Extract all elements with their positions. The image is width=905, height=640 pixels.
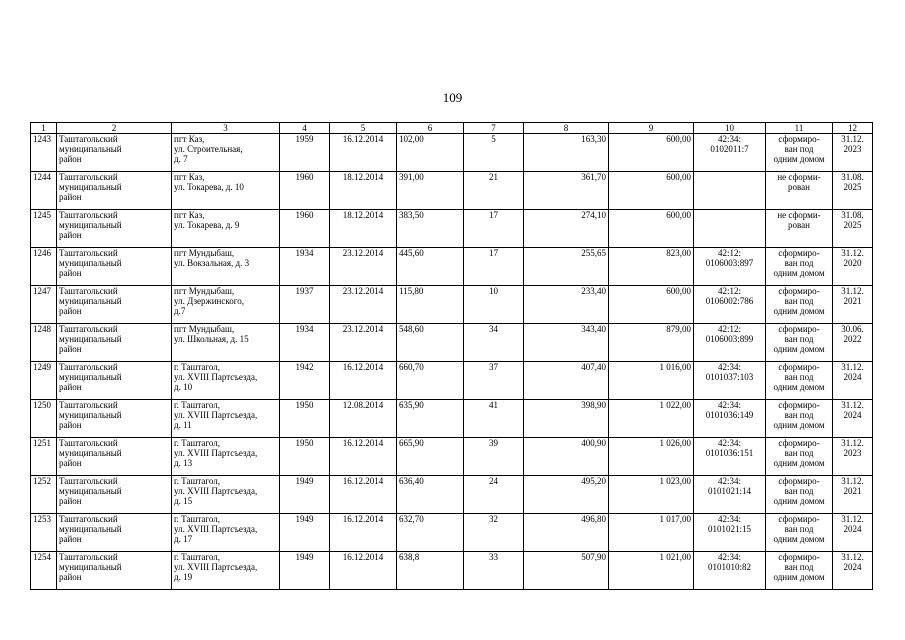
cell-land-area: 1 016,00 [609,362,694,400]
cell-date: 16.12.2014 [330,362,397,400]
cell-municipality: Таштагольский муниципальный район [57,248,172,286]
cell-row-number: 1254 [31,552,57,590]
cell-date: 23.12.2014 [330,248,397,286]
cell-deadline: 31.12. 2024 [833,514,873,552]
table-row [31,552,873,590]
cell-area: 635,90 [397,400,464,438]
cell-land-area: 1 017,00 [609,514,694,552]
column-header-4: 4 [280,123,330,134]
cell-residents: 41 [464,400,524,438]
cell-municipality: Таштагольский муниципальный район [57,476,172,514]
cell-municipality: Таштагольский муниципальный район [57,514,172,552]
column-header-3: 3 [172,123,280,134]
cell-year-built: 1949 [280,476,330,514]
cell-land-area: 1 022,00 [609,400,694,438]
cell-area-living: 507,90 [524,552,609,590]
cell-deadline: 31.12. 2024 [833,552,873,590]
column-header-6: 6 [397,123,464,134]
table-row [31,438,873,476]
cell-residents: 17 [464,248,524,286]
cell-address: г. Таштагол, ул. XVIII Партсъезда, д. 11 [172,400,280,438]
cell-land-area: 600,00 [609,134,694,172]
cell-area: 115,80 [397,286,464,324]
cell-municipality: Таштагольский муниципальный район [57,172,172,210]
table-body [31,134,873,590]
cell-land-area: 823,00 [609,248,694,286]
cell-land-area: 1 021,00 [609,552,694,590]
cell-row-number: 1246 [31,248,57,286]
cell-date: 18.12.2014 [330,172,397,210]
cell-deadline: 31.12. 2024 [833,362,873,400]
cell-area-living: 361,70 [524,172,609,210]
cell-cadastral-number: 42:34: 0101010:82 [694,552,766,590]
column-header-10: 10 [694,123,766,134]
cell-date: 16.12.2014 [330,438,397,476]
cell-residents: 21 [464,172,524,210]
cell-cadastral-number: 42:34: 0101021:15 [694,514,766,552]
cell-deadline: 31.12. 2021 [833,286,873,324]
cell-row-number: 1253 [31,514,57,552]
cell-deadline: 30.06. 2022 [833,324,873,362]
cell-date: 16.12.2014 [330,476,397,514]
cell-row-number: 1247 [31,286,57,324]
cell-area-living: 233,40 [524,286,609,324]
cell-area: 636,40 [397,476,464,514]
cell-deadline: 31.12. 2024 [833,400,873,438]
cell-cadastral-number: 42:34: 0102011:7 [694,134,766,172]
cell-area: 638,8 [397,552,464,590]
cell-area-living: 398,90 [524,400,609,438]
cell-year-built: 1937 [280,286,330,324]
cell-land-status: сформиро- ван под одним домом [766,286,833,324]
cell-address: г. Таштагол, ул. XVIII Партсъезда, д. 15 [172,476,280,514]
cell-year-built: 1949 [280,552,330,590]
cell-land-status: сформиро- ван под одним домом [766,476,833,514]
cell-deadline: 31.12. 2021 [833,476,873,514]
table-row [31,172,873,210]
cell-row-number: 1252 [31,476,57,514]
cell-area: 391,00 [397,172,464,210]
cell-year-built: 1950 [280,400,330,438]
cell-area-living: 400,90 [524,438,609,476]
page-number: 109 [442,90,463,105]
cell-land-area: 600,00 [609,172,694,210]
cell-residents: 39 [464,438,524,476]
cell-land-status: сформиро- ван под одним домом [766,514,833,552]
cell-residents: 10 [464,286,524,324]
cell-year-built: 1934 [280,248,330,286]
cell-address: пгт Каз, ул. Строительная, д. 7 [172,134,280,172]
cell-municipality: Таштагольский муниципальный район [57,438,172,476]
cell-year-built: 1950 [280,438,330,476]
cell-row-number: 1245 [31,210,57,248]
cell-area-living: 255,65 [524,248,609,286]
cell-cadastral-number: 42:12: 0106003:897 [694,248,766,286]
cell-municipality: Таштагольский муниципальный район [57,552,172,590]
cell-date: 16.12.2014 [330,552,397,590]
cell-land-area: 600,00 [609,210,694,248]
cell-land-status: сформиро- ван под одним домом [766,362,833,400]
column-header-8: 8 [524,123,609,134]
cell-deadline: 31.08. 2025 [833,172,873,210]
cell-residents: 5 [464,134,524,172]
cell-address: пгт Мундыбаш, ул. Школьная, д. 15 [172,324,280,362]
cell-land-status: сформиро- ван под одним домом [766,134,833,172]
cell-area-living: 407,40 [524,362,609,400]
cell-address: пгт Мундыбаш, ул. Вокзальная, д. 3 [172,248,280,286]
cell-address: г. Таштагол, ул. XVIII Партсъезда, д. 19 [172,552,280,590]
cell-cadastral-number: 42:12: 0106003:899 [694,324,766,362]
cell-year-built: 1959 [280,134,330,172]
cell-residents: 33 [464,552,524,590]
table-row [31,476,873,514]
cell-municipality: Таштагольский муниципальный район [57,400,172,438]
cell-land-status: сформиро- ван под одним домом [766,438,833,476]
table-row [31,134,873,172]
cell-area-living: 274,10 [524,210,609,248]
housing-registry-table [30,122,873,590]
column-header-7: 7 [464,123,524,134]
cell-municipality: Таштагольский муниципальный район [57,134,172,172]
cell-area: 548,60 [397,324,464,362]
cell-area-living: 343,40 [524,324,609,362]
cell-land-status: сформиро- ван под одним домом [766,248,833,286]
header-row [31,123,873,134]
cell-address: г. Таштагол, ул. XVIII Партсъезда, д. 13 [172,438,280,476]
cell-cadastral-number: 42:34: 0101036:151 [694,438,766,476]
cell-address: пгт Каз, ул. Токарева, д. 10 [172,172,280,210]
cell-deadline: 31.12. 2020 [833,248,873,286]
table-row [31,400,873,438]
cell-row-number: 1249 [31,362,57,400]
cell-residents: 24 [464,476,524,514]
column-header-1: 1 [31,123,57,134]
cell-land-area: 1 026,00 [609,438,694,476]
cell-address: пгт Каз, ул. Токарева, д. 9 [172,210,280,248]
column-header-11: 11 [766,123,833,134]
cell-land-status: не сформи- рован [766,210,833,248]
cell-row-number: 1243 [31,134,57,172]
cell-year-built: 1942 [280,362,330,400]
column-header-9: 9 [609,123,694,134]
table-row [31,324,873,362]
table-row [31,514,873,552]
cell-area: 632,70 [397,514,464,552]
cell-date: 23.12.2014 [330,324,397,362]
cell-year-built: 1934 [280,324,330,362]
table-row [31,362,873,400]
cell-area: 383,50 [397,210,464,248]
cell-land-status: сформиро- ван под одним домом [766,324,833,362]
cell-date: 18.12.2014 [330,210,397,248]
cell-residents: 34 [464,324,524,362]
cell-cadastral-number: 42:34: 0101036:149 [694,400,766,438]
cell-row-number: 1244 [31,172,57,210]
cell-land-status: не сформи- рован [766,172,833,210]
cell-row-number: 1248 [31,324,57,362]
cell-cadastral-number: 42:34: 0101037:103 [694,362,766,400]
cell-area: 665,90 [397,438,464,476]
cell-row-number: 1250 [31,400,57,438]
cell-residents: 37 [464,362,524,400]
cell-cadastral-number [694,210,766,248]
column-header-2: 2 [57,123,172,134]
cell-address: г. Таштагол, ул. XVIII Партсъезда, д. 17 [172,514,280,552]
cell-deadline: 31.12. 2023 [833,134,873,172]
table-row [31,286,873,324]
cell-land-area: 600,00 [609,286,694,324]
cell-area-living: 496,80 [524,514,609,552]
cell-date: 23.12.2014 [330,286,397,324]
cell-land-status: сформиро- ван под одним домом [766,400,833,438]
cell-year-built: 1960 [280,210,330,248]
cell-area: 660,70 [397,362,464,400]
cell-land-area: 1 023,00 [609,476,694,514]
cell-area-living: 495,20 [524,476,609,514]
cell-date: 12.08.2014 [330,400,397,438]
cell-area: 445,60 [397,248,464,286]
cell-cadastral-number: 42:34: 0101021:14 [694,476,766,514]
cell-residents: 17 [464,210,524,248]
table-row [31,210,873,248]
cell-land-status: сформиро- ван под одним домом [766,552,833,590]
cell-date: 16.12.2014 [330,514,397,552]
cell-cadastral-number [694,172,766,210]
cell-deadline: 31.08. 2025 [833,210,873,248]
cell-row-number: 1251 [31,438,57,476]
cell-municipality: Таштагольский муниципальный район [57,210,172,248]
column-header-12: 12 [833,123,873,134]
cell-cadastral-number: 42:12: 0106002:786 [694,286,766,324]
column-header-5: 5 [330,123,397,134]
cell-year-built: 1949 [280,514,330,552]
cell-residents: 32 [464,514,524,552]
cell-area: 102,00 [397,134,464,172]
cell-area-living: 163,30 [524,134,609,172]
cell-year-built: 1960 [280,172,330,210]
cell-municipality: Таштагольский муниципальный район [57,362,172,400]
cell-municipality: Таштагольский муниципальный район [57,324,172,362]
cell-date: 16.12.2014 [330,134,397,172]
cell-deadline: 31.12. 2023 [833,438,873,476]
cell-address: г. Таштагол, ул. XVIII Партсъезда, д. 10 [172,362,280,400]
cell-address: пгт Мундыбаш, ул. Дзержинского, д.7 [172,286,280,324]
cell-land-area: 879,00 [609,324,694,362]
cell-municipality: Таштагольский муниципальный район [57,286,172,324]
table-row [31,248,873,286]
